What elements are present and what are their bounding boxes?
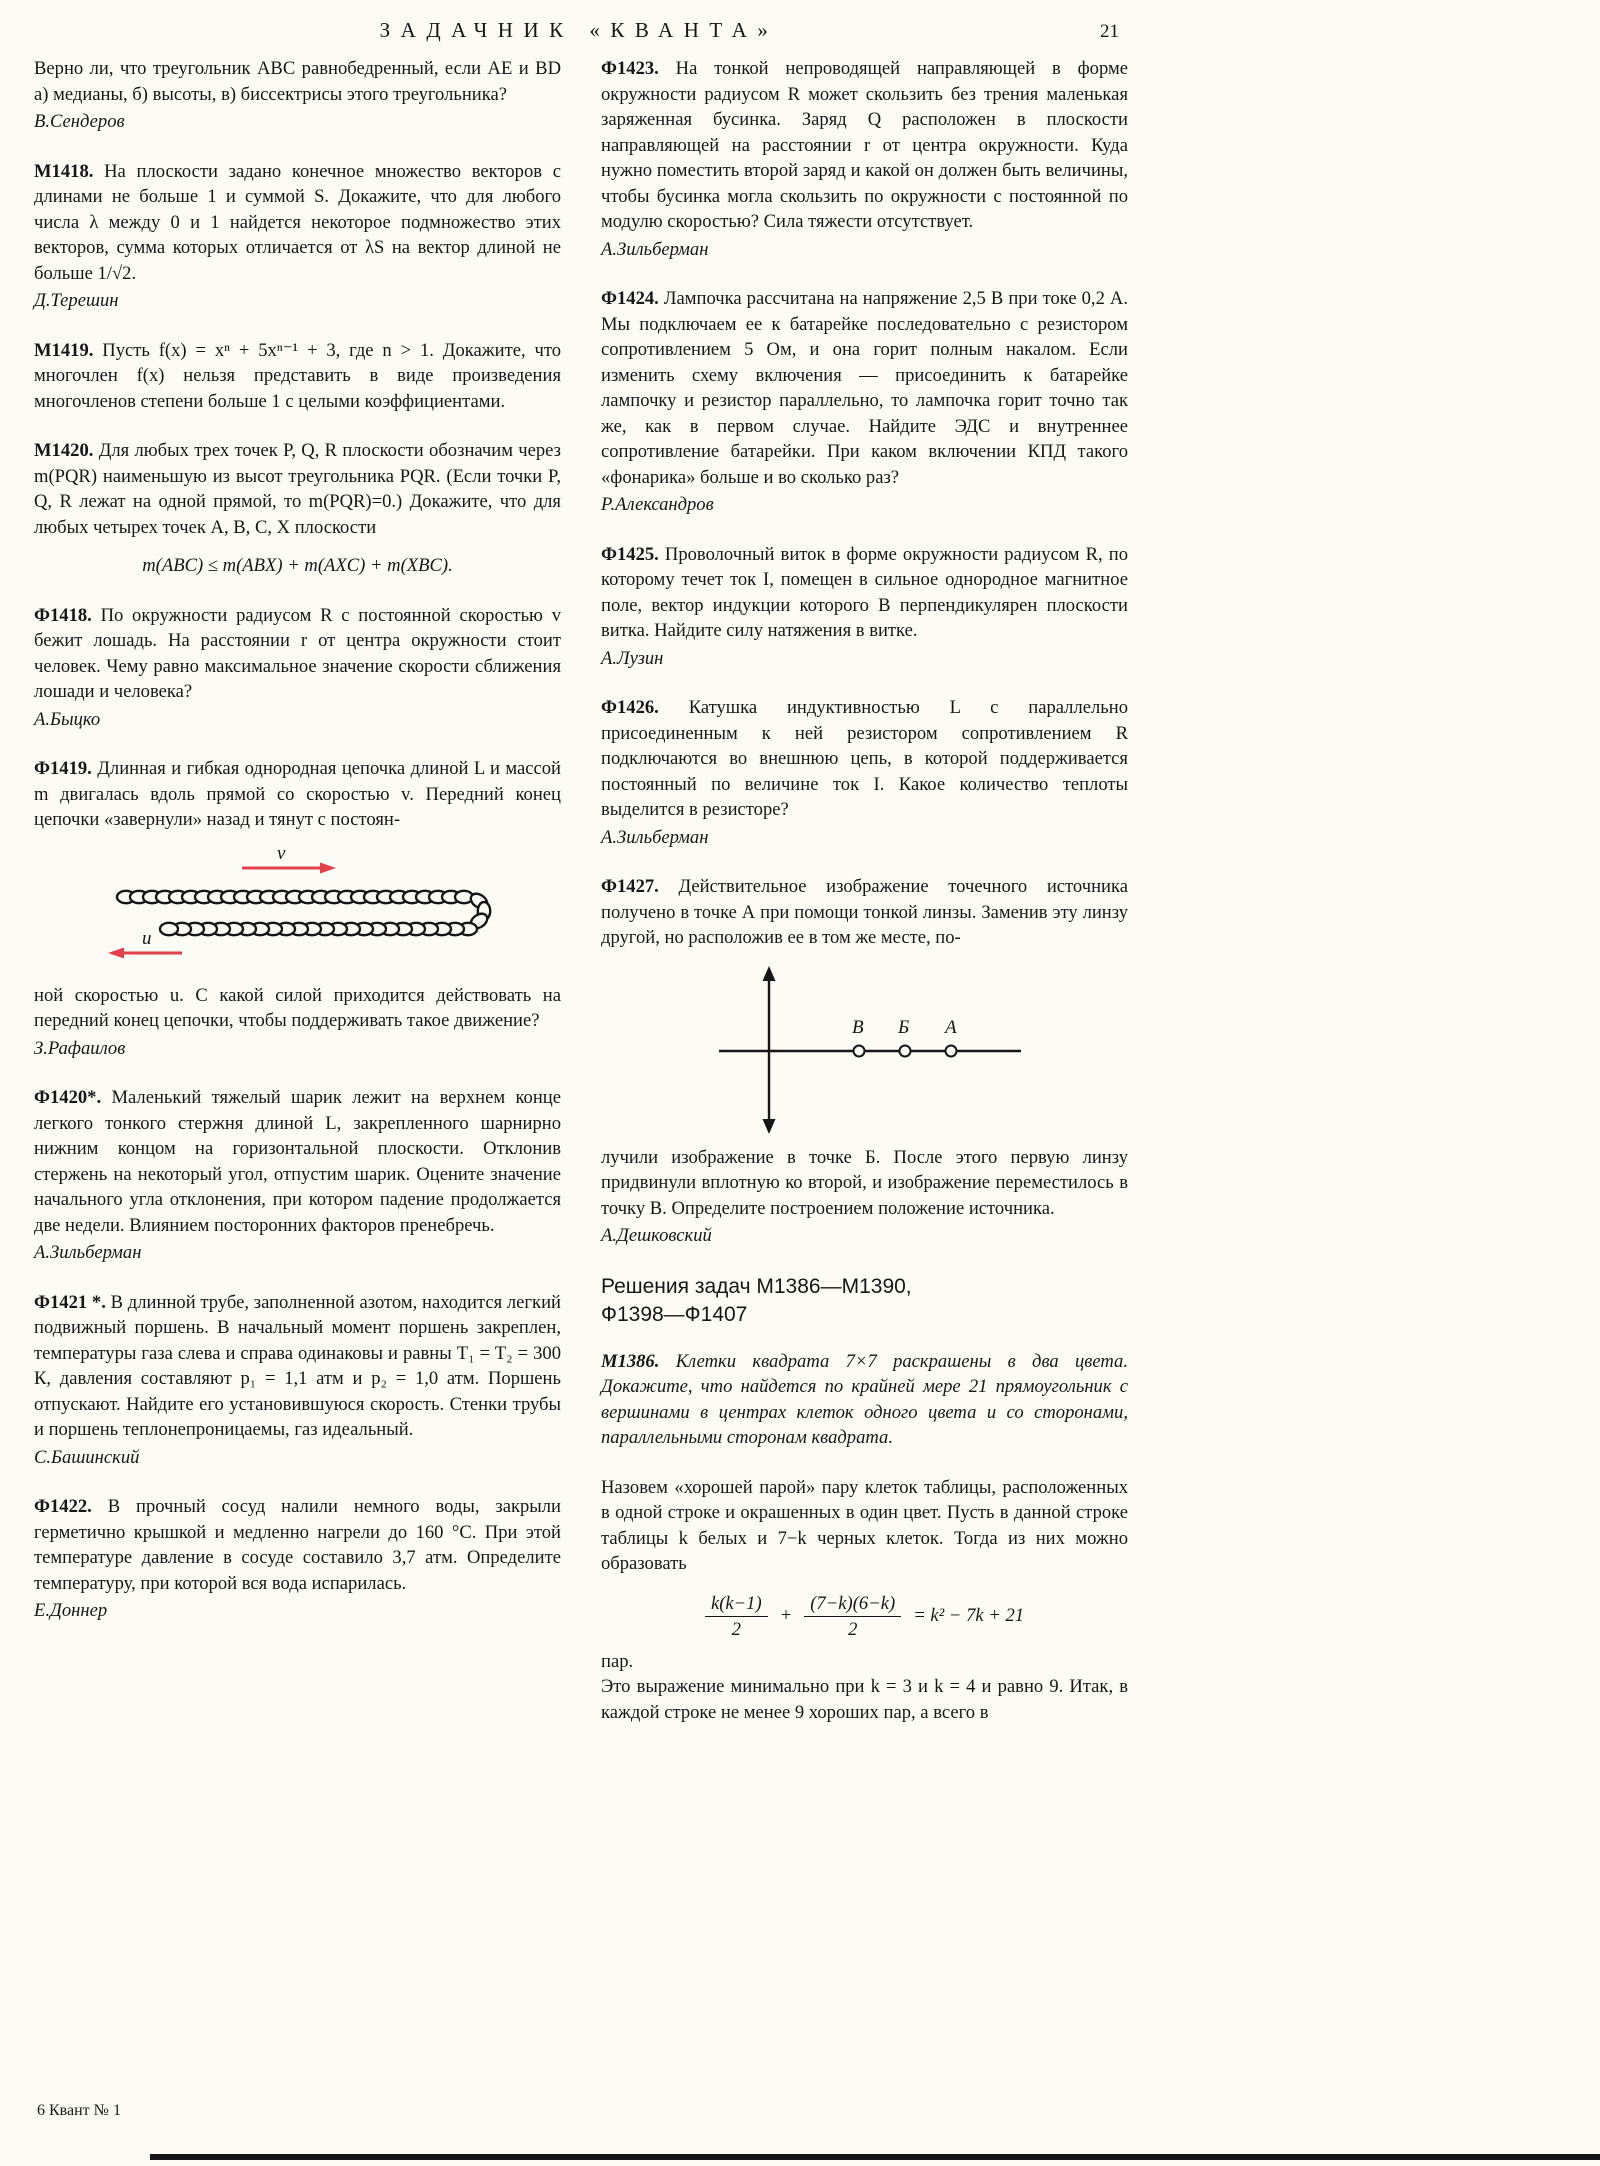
problem-body: На плоскости задано конечное множество векторов с длинами не больше 1 и суммой S. Докажите, что для любого числа λ между 0 и 1 найдется некоторое подмножество этих векторов, сумма которых отличается от λS на вектор длиной не больше 1/√2. xyxy=(34,160,561,284)
problem-continuation xyxy=(34,56,561,135)
problem-body: Маленький тяжелый шарик лежит на верхнем конце легкого тонкого стержня длиной L, закрепленного шарнирно нижним концом на горизонтальной плоскости. Отклонив стержень на некоторый угол, отпустим шарик. Оцените значение начального угла отклонения, при котором падение продолжается две недели. Влиянием посторонних факторов пренебречь. xyxy=(34,1087,561,1236)
formula-rhs: = k² − 7k + 21 xyxy=(913,1605,1025,1627)
problem-m1420 xyxy=(34,438,561,579)
image-point-a xyxy=(946,1045,957,1056)
problem-author: В.Сендеров xyxy=(34,111,125,132)
problem-text xyxy=(601,874,1128,951)
problem-text-continued: ной скоростью u. С какой силой приходится действовать на передний конец цепочки, чтобы поддерживать такое движение? xyxy=(34,984,561,1031)
v-arrowhead xyxy=(320,862,336,873)
problem-text xyxy=(34,1290,561,1443)
problem-text xyxy=(601,542,1128,644)
left-column xyxy=(34,56,561,1749)
point-label-a: А xyxy=(945,1016,957,1038)
problem-text xyxy=(34,603,561,705)
m1386-statement xyxy=(601,1349,1128,1451)
problem-f1427 xyxy=(601,874,1128,1249)
page-number: 21 xyxy=(1100,21,1119,42)
problem-author: Д.Терешин xyxy=(34,290,119,311)
fraction-2 xyxy=(804,1592,901,1641)
footer-imprint: 6 Квант № 1 xyxy=(37,2102,121,2119)
problem-m1418 xyxy=(34,159,561,314)
chain-links xyxy=(117,890,490,934)
page-bottom-rule xyxy=(150,2154,1600,2160)
problem-body: В длинной трубе, заполненной азотом, находится легкий подвижный поршень. В начальный момент поршень закреплен, температуры газа слева и справа одинаковы и равны T₁ = T₂ = 300 К, давления составляют p₁ = 1,1 атм и p₂ = 1,0 атм. Поршень отпускают. Найдите его установившуюся скорость. Стенки трубы и поршень теплонепроницаемы, газ идеальный. xyxy=(34,1291,561,1440)
problem-number: Ф1419. xyxy=(34,758,92,779)
problem-number: Ф1425. xyxy=(601,543,659,565)
velocity-u-label: u xyxy=(142,927,152,949)
image-point-v xyxy=(854,1045,865,1056)
lens-figure-svg xyxy=(601,963,1125,1135)
problem-body: Проволочный виток в форме окружности радиусом R, по которому течет ток I, помещен в сильное однородное магнитное поле, вектор индукции которого B перпендикулярен плоскости витка. Найдите силу натяжения в витке. xyxy=(601,543,1128,641)
after-formula-text: пар. xyxy=(601,1650,634,1672)
lens-arrowhead-down xyxy=(763,1119,776,1134)
problem-m1419 xyxy=(34,338,561,415)
image-point-b xyxy=(900,1045,911,1056)
problem-author: Р.Александров xyxy=(601,494,714,515)
lens-arrowhead-up xyxy=(763,966,776,981)
problem-number: М1386. xyxy=(601,1350,660,1372)
fraction-1 xyxy=(705,1592,768,1641)
problem-f1424 xyxy=(601,286,1128,518)
problem-f1426 xyxy=(601,695,1128,850)
solutions-heading-line1: Решения задач М1386—М1390, xyxy=(601,1274,912,1298)
problem-body: Катушка индуктивностью L с параллельно присоединенным к ней резистором сопротивлением R подключаются во внешнюю цепь, в которой поддерживается постоянный по величине ток I. Какое количество теплоты выделится в резисторе? xyxy=(601,697,1128,820)
problem-author: А.Дешковский xyxy=(601,1225,712,1246)
problem-text xyxy=(34,1494,561,1596)
fraction-1-numerator: k(k−1) xyxy=(705,1592,768,1617)
right-column xyxy=(601,56,1128,1749)
problem-f1418 xyxy=(34,603,561,733)
problem-author: А.Зильберман xyxy=(601,238,709,260)
solutions-heading-line2: Ф1398—Ф1407 xyxy=(601,1302,748,1326)
problem-number: Ф1423. xyxy=(601,58,659,79)
solution-m1386-body xyxy=(601,1475,1128,1726)
fraction-2-numerator: (7−k)(6−k) xyxy=(804,1592,901,1617)
problem-number: Ф1420*. xyxy=(34,1087,102,1108)
problem-f1425 xyxy=(601,542,1128,672)
problem-text xyxy=(34,756,561,833)
problem-author: Е.Доннер xyxy=(34,1600,108,1621)
lens-figure xyxy=(601,963,1128,1135)
problem-number: Ф1422. xyxy=(34,1496,92,1517)
solution-paragraph: Это выражение минимально при k = 3 и k = 4 и равно 9. Итак, в каждой строке не менее 9 хороших пар, а всего в xyxy=(601,1676,1128,1723)
problem-number: М1419. xyxy=(34,339,94,361)
statement-body: Клетки квадрата 7×7 раскрашены в два цвета. Докажите, что найдется по крайней мере 21 прямоугольник с вершинами в центрах клеток одного цвета и со сторонами, параллельными сторонам квадрата. xyxy=(601,1350,1128,1448)
solutions-section xyxy=(601,1273,1128,1726)
chain-figure-svg xyxy=(34,845,558,973)
problem-body: Пусть f(x) = xⁿ + 5xⁿ⁻¹ + 3, где n > 1. Докажите, что многочлен f(x) нельзя представить в виде произведения многочленов степени больше 1 с целыми коэффициентами. xyxy=(34,339,562,412)
problem-number: М1420. xyxy=(34,440,94,461)
problem-body: Длинная и гибкая однородная цепочка длиной L и массой m двигалась вдоль прямой со скоростью v. Передний конец цепочки «завернули» назад и тянут с постоян- xyxy=(34,758,561,830)
problem-author: А.Зильберман xyxy=(34,1242,142,1263)
fraction-2-denominator: 2 xyxy=(848,1618,858,1640)
problem-body: Верно ли, что треугольник ABC равнобедренный, если AE и BD а) медианы, б) высоты, в) биссектрисы этого треугольника? xyxy=(34,58,561,105)
problem-text xyxy=(601,56,1128,235)
problem-number: Ф1418. xyxy=(34,604,92,626)
point-label-v: В xyxy=(852,1016,864,1038)
problem-text xyxy=(34,159,561,287)
problem-author: З.Рафаилов xyxy=(34,1037,126,1059)
plus-operator: + xyxy=(779,1605,793,1627)
u-arrowhead xyxy=(108,947,124,958)
page-header-title: ЗАДАЧНИК «КВАНТА» xyxy=(379,18,779,42)
problem-body: На тонкой непроводящей направляющей в форме окружности радиусом R может скользить без трения маленькая заряженная бусинка. Заряд Q расположен в плоскости направляющей на расстоянии r от центра окружности. Куда нужно поместить второй заряд и какой он должен быть величины, чтобы бусинка могла скользить по окружности с постоянной по модулю скоростью? Сила тяжести отсутствует. xyxy=(601,58,1128,232)
problem-text-continued: лучили изображение в точке Б. После этого первую линзу придвинули вплотную ко второй, и изображение переместилось в точку В. Определите построением положение источника. xyxy=(601,1146,1128,1219)
problem-f1422 xyxy=(34,1494,561,1624)
problem-body: Для любых трех точек P, Q, R плоскости обозначим через m(PQR) наименьшую из высот треугольника PQR. (Если точки P, Q, R лежат на одной прямой, то m(PQR)=0.) Докажите, что для любых четырех точек A, B, C, X плоскости xyxy=(34,440,561,538)
problem-number: Ф1421 *. xyxy=(34,1291,106,1313)
problem-f1423 xyxy=(601,56,1128,262)
problem-body: По окружности радиусом R с постоянной скоростью v бежит лошадь. На расстоянии r от центра окружности стоит человек. Чему равно максимальное значение скорости сближения лошади и человека? xyxy=(34,604,562,702)
problem-number: Ф1426. xyxy=(601,697,659,718)
problem-body: Лампочка рассчитана на напряжение 2,5 В при токе 0,2 А. Мы подключаем ее к батарейке последовательно с резистором сопротивлением 5 Ом, и она горит полным накалом. Если изменить схему включения — присоединить к батарейке лампочку и резистор параллельно, то лампочка горит точно так же, как в первом случае. Найдите ЭДС и внутреннее сопротивление батарейки. При каком включении КПД такого «фонарика» больше и во сколько раз? xyxy=(601,288,1129,488)
chain-figure xyxy=(34,845,561,973)
problem-text xyxy=(601,695,1128,823)
problem-f1419 xyxy=(34,756,561,1061)
problem-text xyxy=(34,1085,561,1238)
problem-text xyxy=(34,438,561,540)
problem-f1421 xyxy=(34,1290,561,1471)
fraction-1-denominator: 2 xyxy=(731,1618,741,1640)
content-columns xyxy=(34,56,1128,1749)
problem-number: М1418. xyxy=(34,160,94,182)
chain-link xyxy=(160,922,178,934)
problem-text xyxy=(601,286,1128,490)
problem-author: С.Башинский xyxy=(34,1446,140,1468)
m1420-inequality-formula: m(ABC) ≤ m(ABX) + m(AXC) + m(XBC). xyxy=(142,555,453,576)
solution-paragraph: Назовем «хорошей парой» пару клеток таблицы, расположенных в одной строке и окрашенных в один цвет. Пусть в данной строке таблицы k белых и 7−k черных клеток. Тогда из них можно образовать xyxy=(601,1476,1128,1574)
problem-author: А.Зильберман xyxy=(601,826,709,848)
problem-author: А.Быцко xyxy=(34,708,101,730)
velocity-v-label: v xyxy=(277,844,286,864)
point-label-b: Б xyxy=(898,1016,910,1038)
problem-number: Ф1424. xyxy=(601,288,659,309)
problem-f1420 xyxy=(34,1085,561,1266)
problem-text xyxy=(34,56,561,107)
solutions-heading xyxy=(601,1273,1128,1329)
problem-body: В прочный сосуд налили немного воды, закрыли герметично крышкой и медленно нагрели до 160 °C. При этой температуре давление в сосуде составило 3,7 атм. Определите температуру, при которой вся вода испарилась. xyxy=(34,1496,561,1594)
solution-m1386 xyxy=(601,1349,1128,1451)
m1386-pairs-formula xyxy=(601,1592,1128,1641)
problem-author: А.Лузин xyxy=(601,647,664,669)
problem-number: Ф1427. xyxy=(601,876,659,897)
problem-text xyxy=(34,338,561,415)
problem-body: Действительное изображение точечного источника получено в точке А при помощи тонкой линзы. Заменив эту линзу другой, но расположив ее в том же месте, по- xyxy=(601,876,1128,948)
